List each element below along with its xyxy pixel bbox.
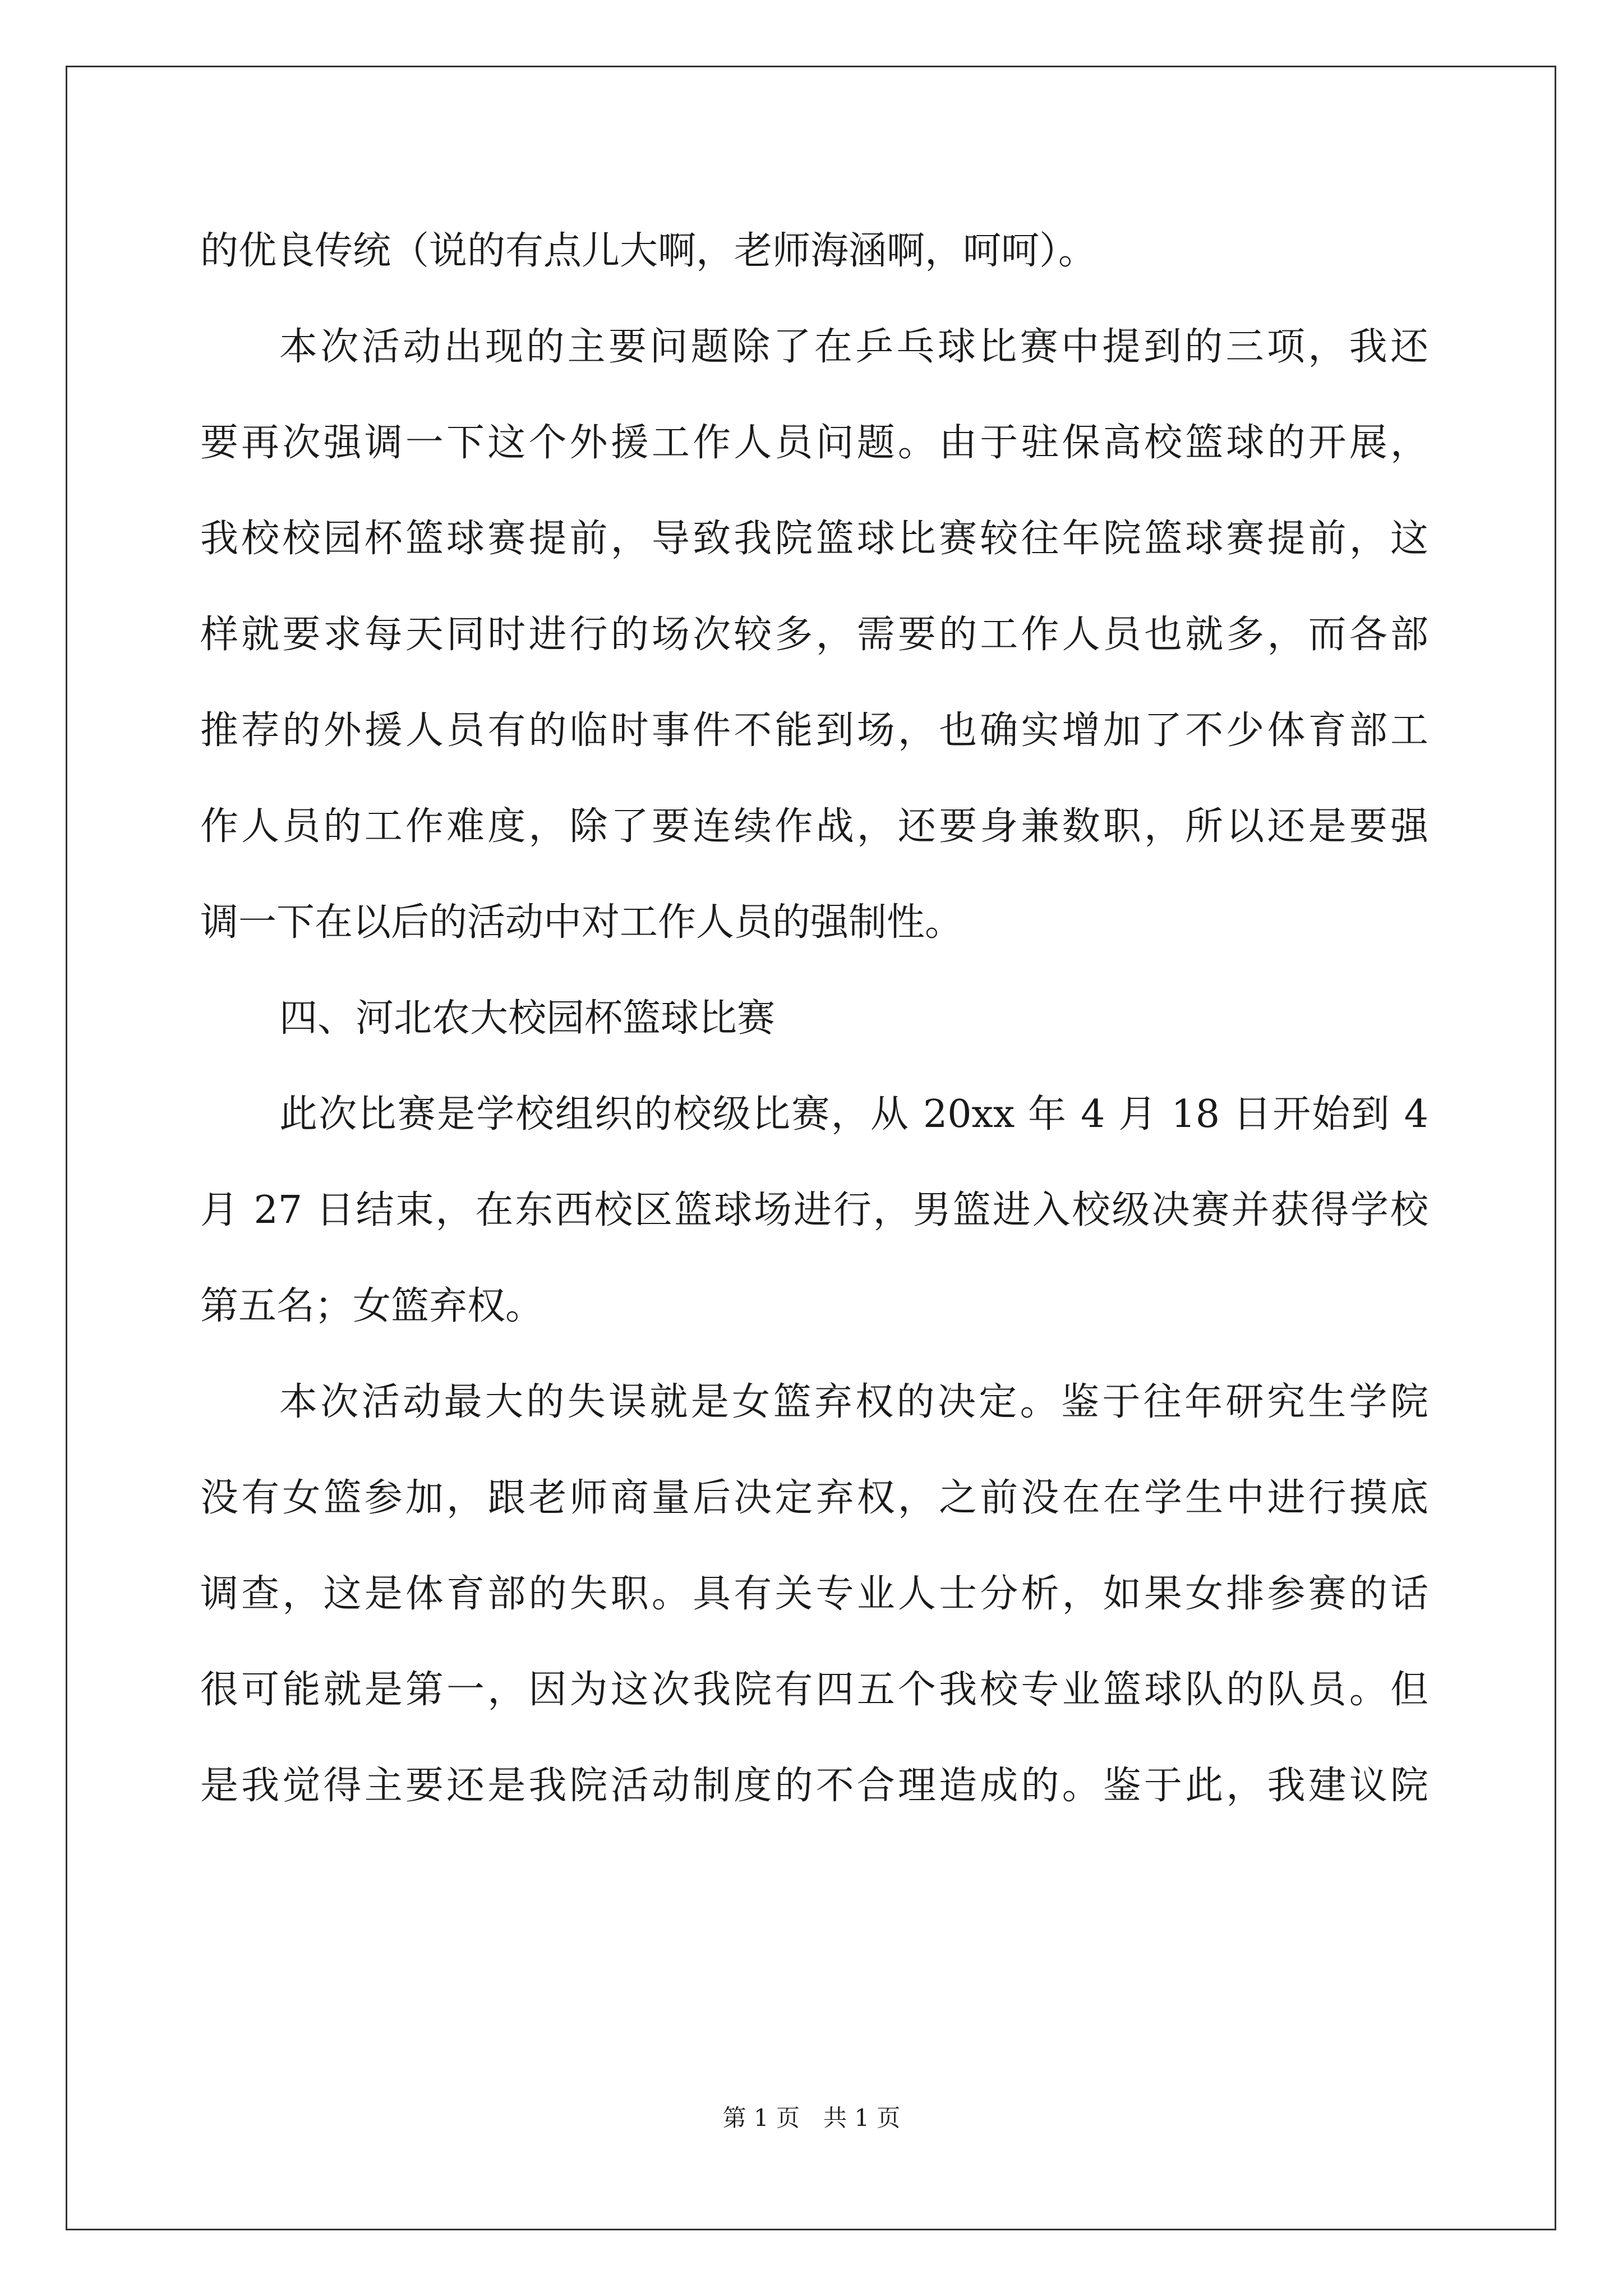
paragraph-line: 本次活动出现的主要问题除了在乒乓球比赛中提到的三项，我还: [279, 325, 1428, 369]
section-heading: 四、河北农大校园杯篮球比赛: [279, 996, 776, 1041]
paragraph-line: 没有女篮参加，跟老师商量后决定弃权，之前没在在学生中进行摸底: [200, 1476, 1428, 1520]
page-footer: 第 1 页 共 1 页: [722, 2104, 901, 2132]
paragraph-line: 月 27 日结束，在东西校区篮球场进行，男篮进入校级决赛并获得学校: [200, 1188, 1428, 1232]
paragraph-line: 调一下在以后的活动中对工作人员的强制性。: [200, 900, 963, 945]
paragraph-line: 本次活动最大的失误就是女篮弃权的决定。鉴于往年研究生学院: [279, 1380, 1428, 1424]
paragraph-line: 的优良传统（说的有点儿大啊，老师海涵啊，呵呵）。: [200, 229, 1097, 273]
paragraph-line: 很可能就是第一，因为这次我院有四五个我校专业篮球队的队员。但: [200, 1668, 1428, 1712]
paragraph-line: 作人员的工作难度，除了要连续作战，还要身兼数职，所以还是要强: [200, 804, 1428, 849]
paragraph-line: 我校校园杯篮球赛提前，导致我院篮球比赛较往年院篮球赛提前，这: [200, 517, 1428, 561]
paragraph-line: 推荐的外援人员有的临时事件不能到场，也确实增加了不少体育部工: [200, 708, 1428, 753]
document-body: [200, 203, 1428, 1834]
paragraph-line: 调查，这是体育部的失职。具有关专业人士分析，如果女排参赛的话: [200, 1572, 1428, 1616]
paragraph-line: 样就要求每天同时进行的场次较多，需要的工作人员也就多，而各部: [200, 613, 1428, 657]
paragraph-line: 此次比赛是学校组织的校级比赛，从 20xx 年 4 月 18 日开始到 4: [279, 1092, 1428, 1137]
paragraph-line: 第五名；女篮弃权。: [200, 1284, 544, 1328]
paragraph-line: 要再次强调一下这个外援工作人员问题。由于驻保高校篮球的开展，: [200, 421, 1428, 465]
paragraph-line: 是我觉得主要还是我院活动制度的不合理造成的。鉴于此，我建议院: [200, 1764, 1428, 1808]
